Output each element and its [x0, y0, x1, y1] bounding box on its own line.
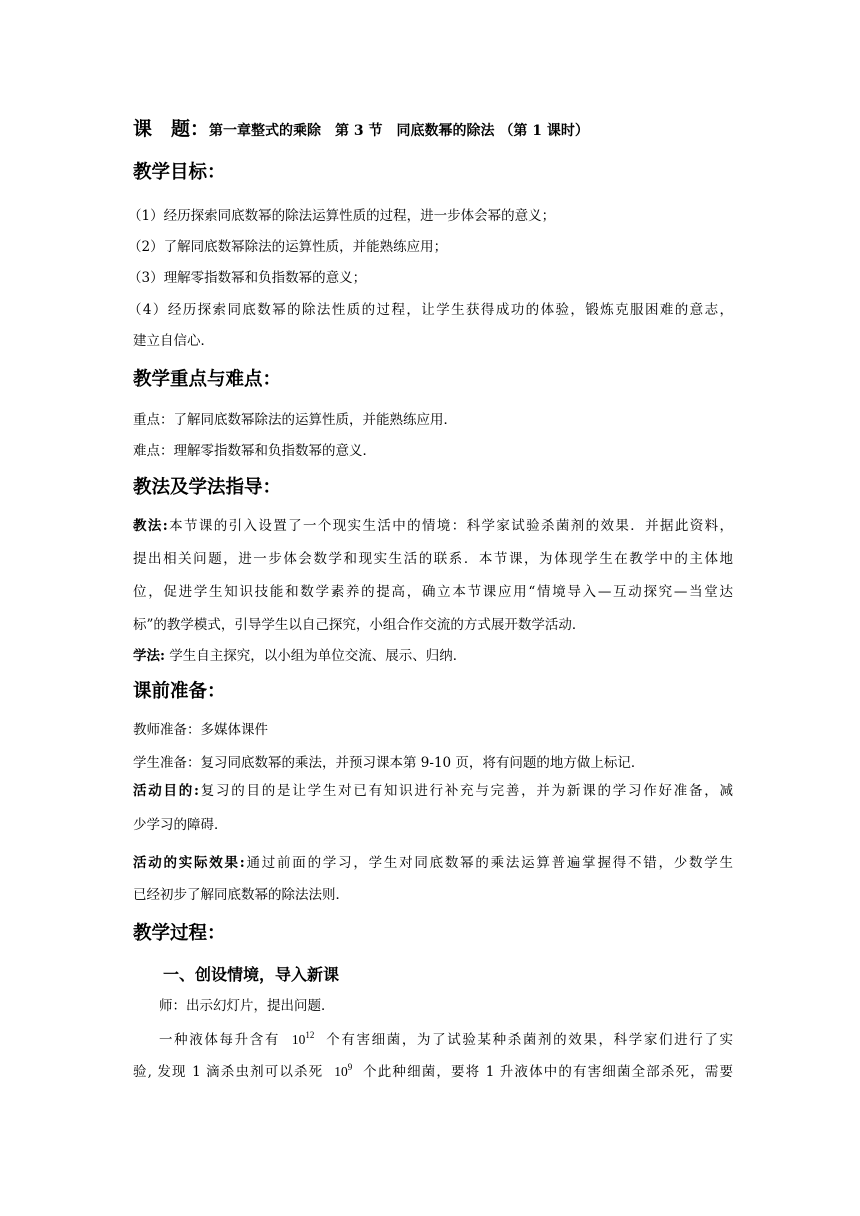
teacher-instruction: 师：出示幻灯片，提出问题．	[159, 998, 335, 1014]
activity-purpose-line-2: 少学习的障碍．	[133, 817, 228, 833]
teaching-method-line-3: 位，促进学生知识技能和数学素养的提高，确立本节课应用“情境导入—互动探究—当堂达	[133, 584, 733, 600]
keypoint-difficulty: 难点：理解零指数幂和负指数幂的意义．	[133, 443, 376, 459]
teaching-method-line-2: 提出相关问题，进一步体会数学和现实生活的联系．本节课，为体现学生在教学中的主体地	[133, 551, 733, 567]
activity-effect-line-2: 已经初步了解同底数幂的除法法则．	[133, 887, 349, 903]
keypoints-heading: 教学重点与难点：	[133, 369, 282, 390]
methods-heading: 教法及学法指导：	[133, 477, 282, 498]
teaching-method-line-4: 标”的教学模式，引导学生以自己探究，小组合作交流的方式展开数学活动．	[133, 617, 586, 633]
lesson-title-label: 课 题：	[133, 118, 210, 140]
activity-purpose-label: 活动目的:	[133, 783, 200, 799]
problem-line-1: 一种液体每升含有 $10^{12}$ 个有害细菌，为了试验某种杀菌剂的效果，科学家们进行了实	[159, 1030, 733, 1048]
teaching-method-line-1: 教法:本节课的引入设置了一个现实生活中的情境：科学家试验杀菌剂的效果．并据此资料，	[133, 518, 733, 534]
preparation-heading: 课前准备：	[133, 681, 226, 702]
objective-item-3: （3）理解零指数幂和负指数幂的意义；	[128, 270, 367, 286]
lesson-title	[133, 120, 733, 139]
objective-item-4-cont: 建立自信心．	[133, 333, 214, 349]
objectives-heading: 教学目标：	[133, 162, 226, 183]
lesson-title-text: 第一章整式的乘除 第 3 节 同底数幂的除法 （第 1 课时）	[209, 123, 589, 139]
power-ten-12: $10^{12}$	[291, 1030, 315, 1047]
problem-line-2: 验, 发现 1 滴杀虫剂可以杀死 $10^9$ 个此种细菌，要将 1 升液体中的有害细菌全部杀死，需要	[133, 1062, 734, 1080]
learning-method: 学法: 学生自主探究，以小组为单位交流、展示、归纳．	[133, 648, 467, 664]
keypoint-focus: 重点：了解同底数幂除法的运算性质，并能熟练应用．	[133, 412, 457, 428]
power-ten-9: $10^9$	[334, 1062, 353, 1079]
teaching-method-label: 教法:	[133, 518, 168, 534]
objective-item-1: （1）经历探索同底数幂的除法运算性质的过程，进一步体会幂的意义；	[128, 208, 556, 224]
process-heading: 教学过程：	[133, 923, 226, 944]
learning-method-label: 学法:	[133, 648, 165, 664]
activity-purpose-line-1: 活动目的:复习的目的是让学生对已有知识进行补充与完善，并为新课的学习作好准备，减	[133, 783, 734, 799]
section-1-title: 一、创设情境，导入新课	[163, 965, 340, 984]
activity-effect-label: 活动的实际效果:	[133, 855, 245, 871]
objective-item-4: （4）经历探索同底数幂的除法性质的过程，让学生获得成功的体验，锻炼克服困难的意志，	[128, 302, 733, 318]
teacher-preparation: 教师准备：多媒体课件	[133, 722, 268, 738]
student-preparation: 学生准备：复习同底数幂的乘法，并预习课本第 9-10 页，将有问题的地方做上标记．	[133, 755, 645, 771]
activity-effect-line-1: 活动的实际效果:通过前面的学习，学生对同底数幂的乘法运算普遍掌握得不错，少数学生	[133, 855, 733, 871]
objective-item-2: （2）了解同底数幂除法的运算性质，并能熟练应用；	[128, 239, 448, 255]
